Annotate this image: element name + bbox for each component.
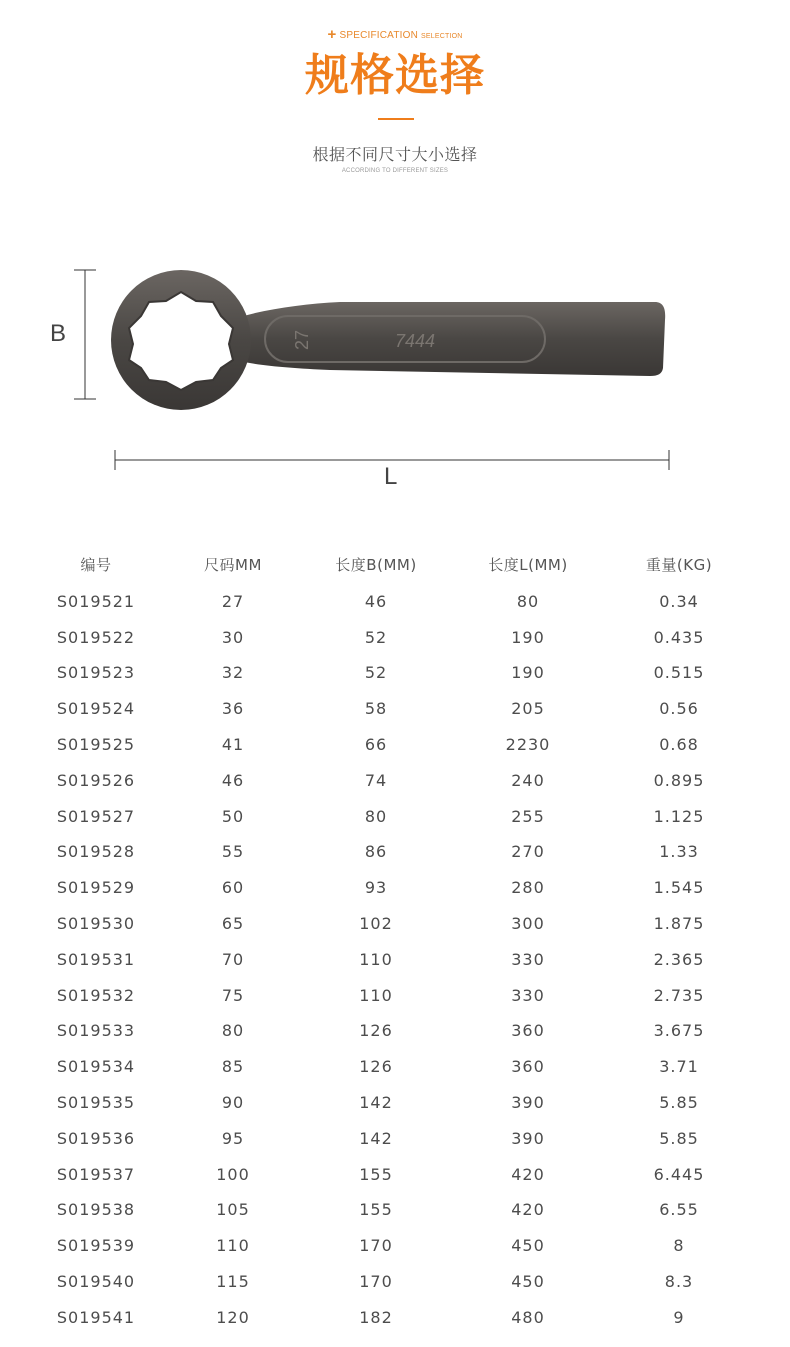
cell-size: 90 [221,1092,245,1112]
cell-length-b: 155 [359,1200,393,1220]
wrench-size-marking: 27 [292,329,312,350]
cell-size: 120 [216,1307,250,1327]
table-row [0,1049,790,1085]
cell-length-b: 74 [364,770,388,790]
cell-weight: 3.675 [653,1021,705,1041]
table-row [0,655,790,691]
cell-length-l: 190 [511,663,545,683]
cell-code: S019534 [56,1057,136,1077]
wrench-part-marking: 7444 [395,331,436,351]
cell-weight: 0.68 [659,734,699,754]
cell-length-l: 480 [511,1307,545,1327]
cell-weight: 5.85 [659,1128,699,1148]
cell-code: S019536 [56,1128,136,1148]
cell-code: S019537 [56,1164,136,1184]
table-row [0,834,790,870]
table-row [0,799,790,835]
cell-length-l: 360 [511,1021,545,1041]
cell-weight: 2.735 [653,985,705,1005]
cell-code: S019533 [56,1021,136,1041]
cell-weight: 8 [673,1236,685,1256]
cell-length-l: 80 [516,591,540,611]
cell-length-l: 330 [511,949,545,969]
cell-weight: 0.34 [659,591,699,611]
cell-length-b: 110 [359,949,393,969]
cell-code: S019535 [56,1092,136,1112]
cell-weight: 0.515 [653,663,705,683]
cell-length-l: 390 [511,1128,545,1148]
tagline-suffix: SELECTION [421,33,463,40]
dimension-label-b: B [50,320,67,347]
table-row [0,763,790,799]
cell-size: 100 [216,1164,250,1184]
cell-length-b: 142 [359,1092,393,1112]
cell-length-l: 420 [511,1200,545,1220]
cell-code: S019530 [56,913,136,933]
cell-length-b: 110 [359,985,393,1005]
cell-length-l: 190 [511,627,545,647]
title-divider [378,118,414,120]
cell-code: S019529 [56,878,136,898]
cell-code: S019527 [56,806,136,826]
cell-code: S019538 [56,1200,136,1220]
cell-weight: 0.435 [653,627,705,647]
cell-length-b: 58 [364,699,388,719]
cell-length-l: 205 [511,699,545,719]
table-row [0,620,790,656]
header-length-b: 长度B(MM) [335,556,417,574]
cell-size: 75 [221,985,245,1005]
cell-weight: 8.3 [664,1271,694,1291]
cell-length-b: 170 [359,1271,393,1291]
cell-code: S019522 [56,627,136,647]
table-row [0,1085,790,1121]
header-weight: 重量(KG) [645,556,713,574]
cell-weight: 1.875 [653,913,705,933]
cell-size: 46 [221,770,245,790]
cell-size: 95 [221,1128,245,1148]
cell-size: 55 [221,842,245,862]
cell-size: 80 [221,1021,245,1041]
cell-size: 105 [216,1200,250,1220]
cell-code: S019525 [56,734,136,754]
section-header [0,0,790,190]
cell-length-b: 52 [364,627,388,647]
cell-weight: 6.55 [659,1200,699,1220]
page-title: 规格选择 [305,50,485,101]
cell-code: S019532 [56,985,136,1005]
cell-size: 85 [221,1057,245,1077]
cell-length-b: 126 [359,1057,393,1077]
cell-length-l: 330 [511,985,545,1005]
tagline-prefix: SPECIFICATION [339,30,419,41]
cell-length-b: 86 [364,842,388,862]
page-subtitle-english: ACCORDING TO DIFFERENT SIZES [341,168,449,174]
cell-length-b: 93 [364,878,388,898]
table-row [0,1121,790,1157]
cell-length-l: 390 [511,1092,545,1112]
cell-code: S019521 [56,591,136,611]
cell-size: 41 [221,734,245,754]
cell-length-l: 300 [511,913,545,933]
table-row [0,727,790,763]
table-row [0,870,790,906]
table-row [0,1228,790,1264]
table-row [0,584,790,620]
cell-code: S019531 [56,949,136,969]
cell-length-b: 126 [359,1021,393,1041]
cell-size: 60 [221,878,245,898]
cell-size: 110 [216,1236,250,1256]
cell-weight: 6.445 [653,1164,705,1184]
cell-length-l: 420 [511,1164,545,1184]
cell-weight: 1.545 [653,878,705,898]
cell-weight: 0.895 [653,770,705,790]
cell-code: S019540 [56,1271,136,1291]
table-row [0,1013,790,1049]
cell-code: S019523 [56,663,136,683]
cell-size: 36 [221,699,245,719]
section-tagline [0,26,790,43]
cell-length-b: 52 [364,663,388,683]
header-code: 编号 [80,556,112,574]
cell-size: 27 [221,591,245,611]
cell-code: S019539 [56,1236,136,1256]
cell-size: 32 [221,663,245,683]
cell-length-l: 2230 [505,734,551,754]
cell-length-l: 270 [511,842,545,862]
plus-icon: + [327,26,337,43]
table-row [0,1157,790,1193]
cell-length-l: 450 [511,1236,545,1256]
cell-weight: 1.125 [653,806,705,826]
table-row [0,1264,790,1300]
spec-table [0,548,790,1336]
cell-length-b: 182 [359,1307,393,1327]
dimension-label-l: L [384,463,398,490]
cell-size: 65 [221,913,245,933]
cell-weight: 0.56 [659,699,699,719]
cell-length-l: 360 [511,1057,545,1077]
spec-table-body [0,584,790,1336]
cell-weight: 9 [673,1307,685,1327]
cell-code: S019526 [56,770,136,790]
cell-length-b: 170 [359,1236,393,1256]
cell-length-l: 255 [511,806,545,826]
cell-length-b: 80 [364,806,388,826]
cell-length-b: 66 [364,734,388,754]
page-subtitle: 根据不同尺寸大小选择 [312,145,478,164]
header-size: 尺码MM [204,556,262,574]
cell-weight: 2.365 [653,949,705,969]
cell-weight: 5.85 [659,1092,699,1112]
header-length-l: 长度L(MM) [488,556,568,574]
cell-size: 70 [221,949,245,969]
cell-weight: 3.71 [659,1057,699,1077]
cell-size: 30 [221,627,245,647]
cell-weight: 1.33 [659,842,699,862]
cell-length-b: 142 [359,1128,393,1148]
table-row [0,906,790,942]
cell-length-b: 46 [364,591,388,611]
cell-size: 115 [216,1271,250,1291]
cell-size: 50 [221,806,245,826]
cell-length-b: 102 [359,913,393,933]
table-row [0,942,790,978]
cell-length-l: 240 [511,770,545,790]
cell-code: S019524 [56,699,136,719]
cell-length-b: 155 [359,1164,393,1184]
cell-code: S019528 [56,842,136,862]
table-row [0,1300,790,1336]
table-row [0,1192,790,1228]
cell-length-l: 280 [511,878,545,898]
table-row [0,691,790,727]
cell-code: S019541 [56,1307,136,1327]
table-row [0,978,790,1014]
spec-table-header [0,548,790,584]
cell-length-l: 450 [511,1271,545,1291]
wrench-dimension-diagram [0,240,790,510]
